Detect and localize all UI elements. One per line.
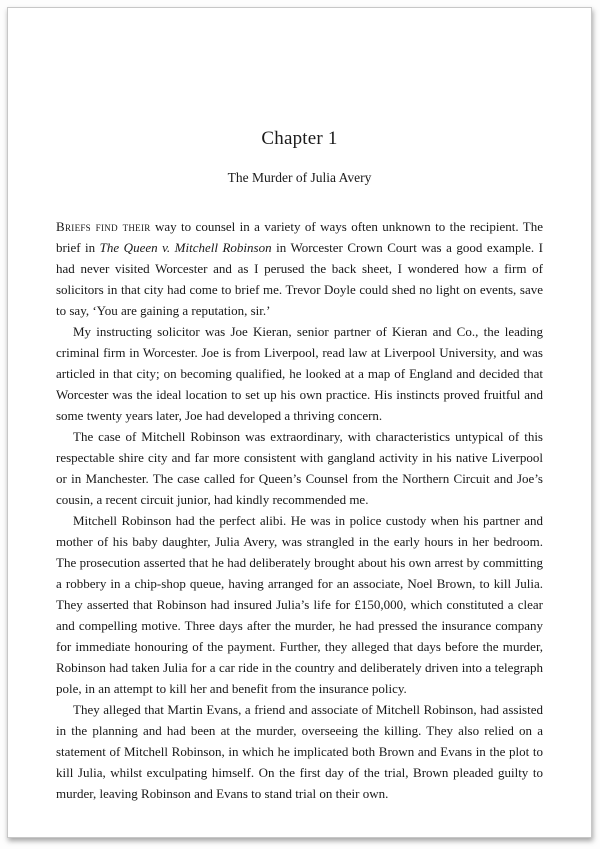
paragraph-3: The case of Mitchell Robinson was extraordinary, with characteristics untypical of this respectable shire city and far more consistent with gangland activity in his native Liverpool or in Manchester. The case called for Queen’s Counsel from the Northern Circuit and Joe’s cousin, a recent circuit junior, had kindly recommended me.	[56, 429, 543, 507]
lead-in-small-caps: Briefs find their	[56, 219, 151, 234]
book-page	[7, 7, 592, 838]
paragraph-1-text-a: way to counsel in a variety of ways often unknown to the recipient. The brief in	[56, 219, 543, 255]
chapter-subtitle: The Murder of Julia Avery	[227, 170, 372, 185]
case-citation-italic: The Queen v. Mitchell Robinson	[99, 240, 272, 255]
paragraph-1-text-b: in Worcester Crown Court was a good example. I had never visited Worcester and as I perused the back sheet, I wondered how a firm of solicitors in that city had come to brief me. Trevor Doyle could shed no light on events, save to say, ‘You are gaining a reputation, sir.’	[56, 240, 543, 318]
paragraph-2: My instructing solicitor was Joe Kieran, senior partner of Kieran and Co., the leading criminal firm in Worcester. Joe is from Liverpool, read law at Liverpool University, and was articled in that city; on becoming qualified, he looked at a map of England and decided that Worcester was the ideal location to set up his own practice. His instincts proved fruitful and some twenty years later, Joe had developed a thriving concern.	[56, 324, 543, 423]
chapter-title: Chapter 1	[261, 128, 338, 149]
paragraph-1	[56, 216, 543, 321]
paragraph-5: They alleged that Martin Evans, a friend and associate of Mitchell Robinson, had assisted in the planning and had been at the murder, overseeing the killing. They also relied on a statement of Mitchell Robinson, in which he implicated both Brown and Evans in the plot to kill Julia, whilst exculpating himself. On the first day of the trial, Brown pleaded guilty to murder, leaving Robinson and Evans to stand trial on their own.	[56, 702, 543, 801]
chapter-body	[56, 216, 543, 804]
paragraph-4: Mitchell Robinson had the perfect alibi. He was in police custody when his partner and mother of his baby daughter, Julia Avery, was strangled in the early hours in her bedroom. The prosecution asserted that he had deliberately brought about his own arrest by committing a robbery in a chip-shop queue, having arranged for an associate, Noel Brown, to kill Julia. They asserted that Robinson had insured Julia’s life for £150,000, which constituted a clear and compelling motive. Three days after the murder, he had pressed the insurance company for immediate honouring of the payment. Further, they alleged that days before the murder, Robinson had taken Julia for a car ride in the country and deliberately driven into a telegraph pole, in an attempt to kill her and benefit from the insurance policy.	[56, 513, 543, 696]
